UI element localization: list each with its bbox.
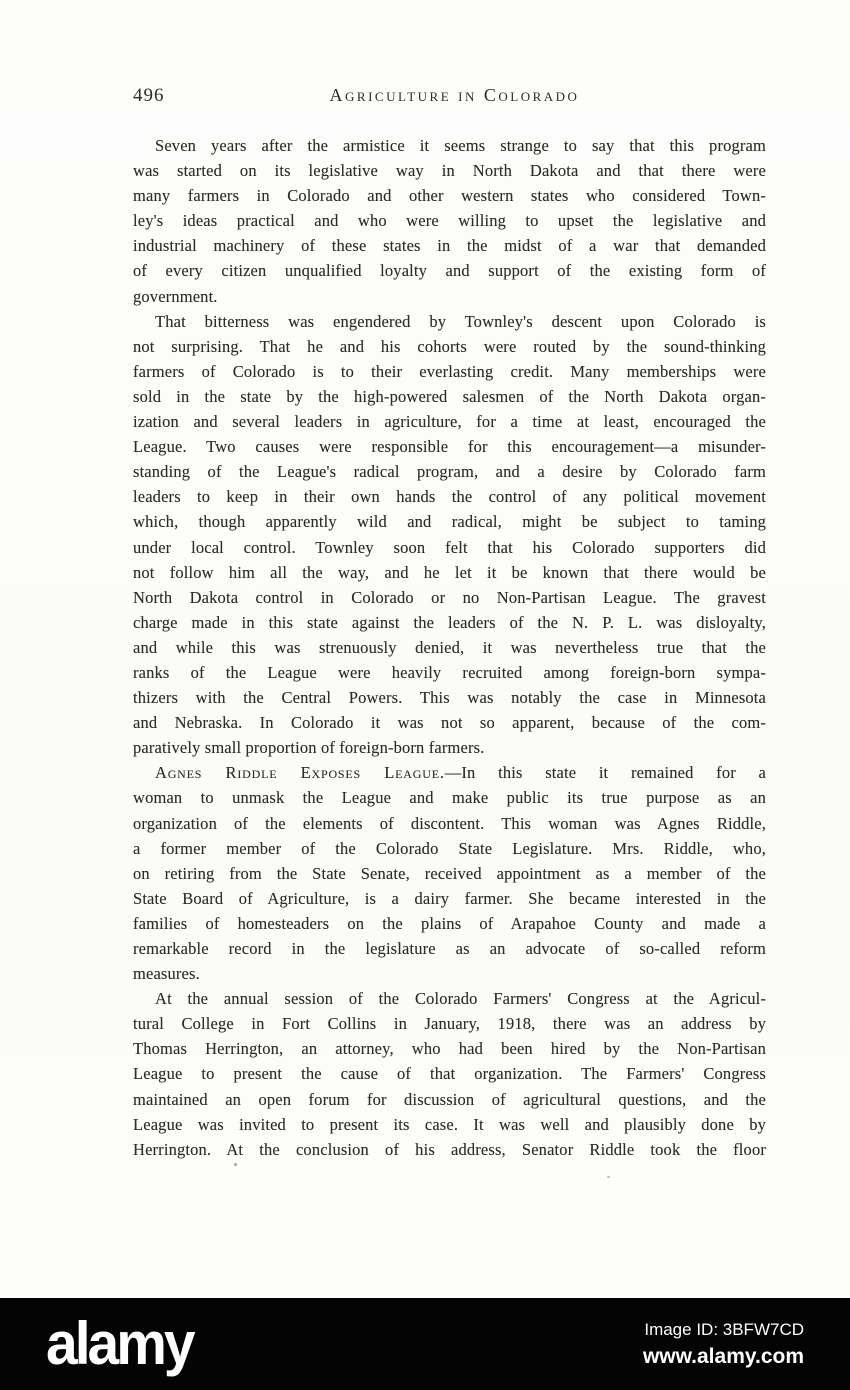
page-header: [133, 85, 766, 109]
text-line: woman to unmask the League and make public its true purpose as an: [133, 788, 766, 808]
alamy-logo: alamy: [46, 1309, 193, 1378]
text-line: families of homesteaders on the plains of Arapahoe County and made a: [133, 913, 766, 933]
text-line: tural College in Fort Collins in January, 1918, there was an address by: [133, 1014, 766, 1034]
scan-speck: [234, 1163, 237, 1166]
text-line: League. Two causes were responsible for this encouragement—a misunder-: [133, 437, 766, 457]
text-line: and while this was strenuously denied, it was nevertheless true that the: [133, 637, 766, 657]
watermark-info: [643, 1320, 804, 1369]
text-line: ley's ideas practical and who were willing to upset the legislative and: [133, 211, 766, 231]
text-line: which, though apparently wild and radical, might be subject to taming: [133, 512, 766, 532]
page-number: 496: [133, 85, 165, 106]
text-line: Thomas Herrington, an attorney, who had been hired by the Non-Partisan: [133, 1039, 766, 1059]
text-line: charge made in this state against the leaders of the N. P. L. was disloyalty,: [133, 612, 766, 632]
text-line: ranks of the League were heavily recruited among foreign-born sympa-: [133, 662, 766, 682]
text-line: North Dakota control in Colorado or no Non-Partisan League. The gravest: [133, 587, 766, 607]
text-line: paratively small proportion of foreign-born farmers.: [133, 738, 485, 758]
text-line: League to present the cause of that organization. The Farmers' Congress: [133, 1064, 766, 1084]
text-line: measures.: [133, 964, 200, 984]
text-line: organization of the elements of discontent. This woman was Agnes Riddle,: [133, 813, 766, 833]
text-line: Agnes Riddle Exposes League.—In this state it remained for a: [155, 763, 766, 783]
text-line: leaders to keep in their own hands the control of any political movement: [133, 487, 766, 507]
text-line: ization and several leaders in agriculture, for a time at least, encouraged the: [133, 412, 766, 432]
text-line: industrial machinery of these states in the midst of a war that demanded: [133, 236, 766, 256]
text-line: and Nebraska. In Colorado it was not so apparent, because of the com-: [133, 713, 766, 733]
text-line: was started on its legislative way in North Dakota and that there were: [133, 161, 766, 181]
text-line: League was invited to present its case. It was well and plausibly done by: [133, 1114, 766, 1134]
text-line: That bitterness was engendered by Townley's descent upon Colorado is: [155, 311, 766, 331]
text-line: under local control. Townley soon felt that his Colorado supporters did: [133, 537, 766, 557]
text-line: not surprising. That he and his cohorts were routed by the sound-thinking: [133, 336, 766, 356]
paragraph: [133, 760, 766, 986]
image-id-label: Image ID: 3BFW7CD: [644, 1319, 804, 1339]
text-line: many farmers in Colorado and other western states who considered Town-: [133, 186, 766, 206]
text-line: not follow him all the way, and he let it be known that there would be: [133, 562, 766, 582]
text-line: maintained an open forum for discussion of agricultural questions, and the: [133, 1089, 766, 1109]
paragraph: [133, 309, 766, 761]
text-line: remarkable record in the legislature as an advocate of so-called reform: [133, 939, 766, 958]
text-line: Herrington. At the conclusion of his address, Senator Riddle took the floor: [133, 1139, 766, 1159]
text-line: standing of the League's radical program, and a desire by Colorado farm: [133, 462, 766, 482]
text-line: State Board of Agriculture, is a dairy farmer. She became interested in the: [133, 888, 766, 908]
text-line: farmers of Colorado is to their everlasting credit. Many memberships were: [133, 361, 766, 381]
text-line: on retiring from the State Senate, received appointment as a member of the: [133, 863, 766, 883]
text-line: government.: [133, 286, 218, 306]
smallcaps-heading: Agnes Riddle Exposes League.: [155, 763, 445, 783]
watermark-bar: [0, 1298, 850, 1390]
text-line: sold in the state by the high-powered salesmen of the North Dakota organ-: [133, 386, 766, 406]
alamy-url: www.alamy.com: [642, 1344, 804, 1368]
text-line: At the annual session of the Colorado Farmers' Congress at the Agricul-: [155, 989, 766, 1009]
text-line: Seven years after the armistice it seems strange to say that this program: [155, 136, 766, 155]
text-line: of every citizen unqualified loyalty and support of the existing form of: [133, 261, 766, 281]
running-header: Agriculture in Colorado: [329, 85, 580, 105]
body-text: [133, 133, 766, 1162]
paragraph: [133, 133, 766, 309]
text-line: a former member of the Colorado State Legislature. Mrs. Riddle, who,: [133, 838, 766, 858]
paragraph: [133, 986, 766, 1162]
text-line: thizers with the Central Powers. This was notably the case in Minnesota: [133, 688, 766, 708]
scan-speck: [607, 1176, 610, 1178]
